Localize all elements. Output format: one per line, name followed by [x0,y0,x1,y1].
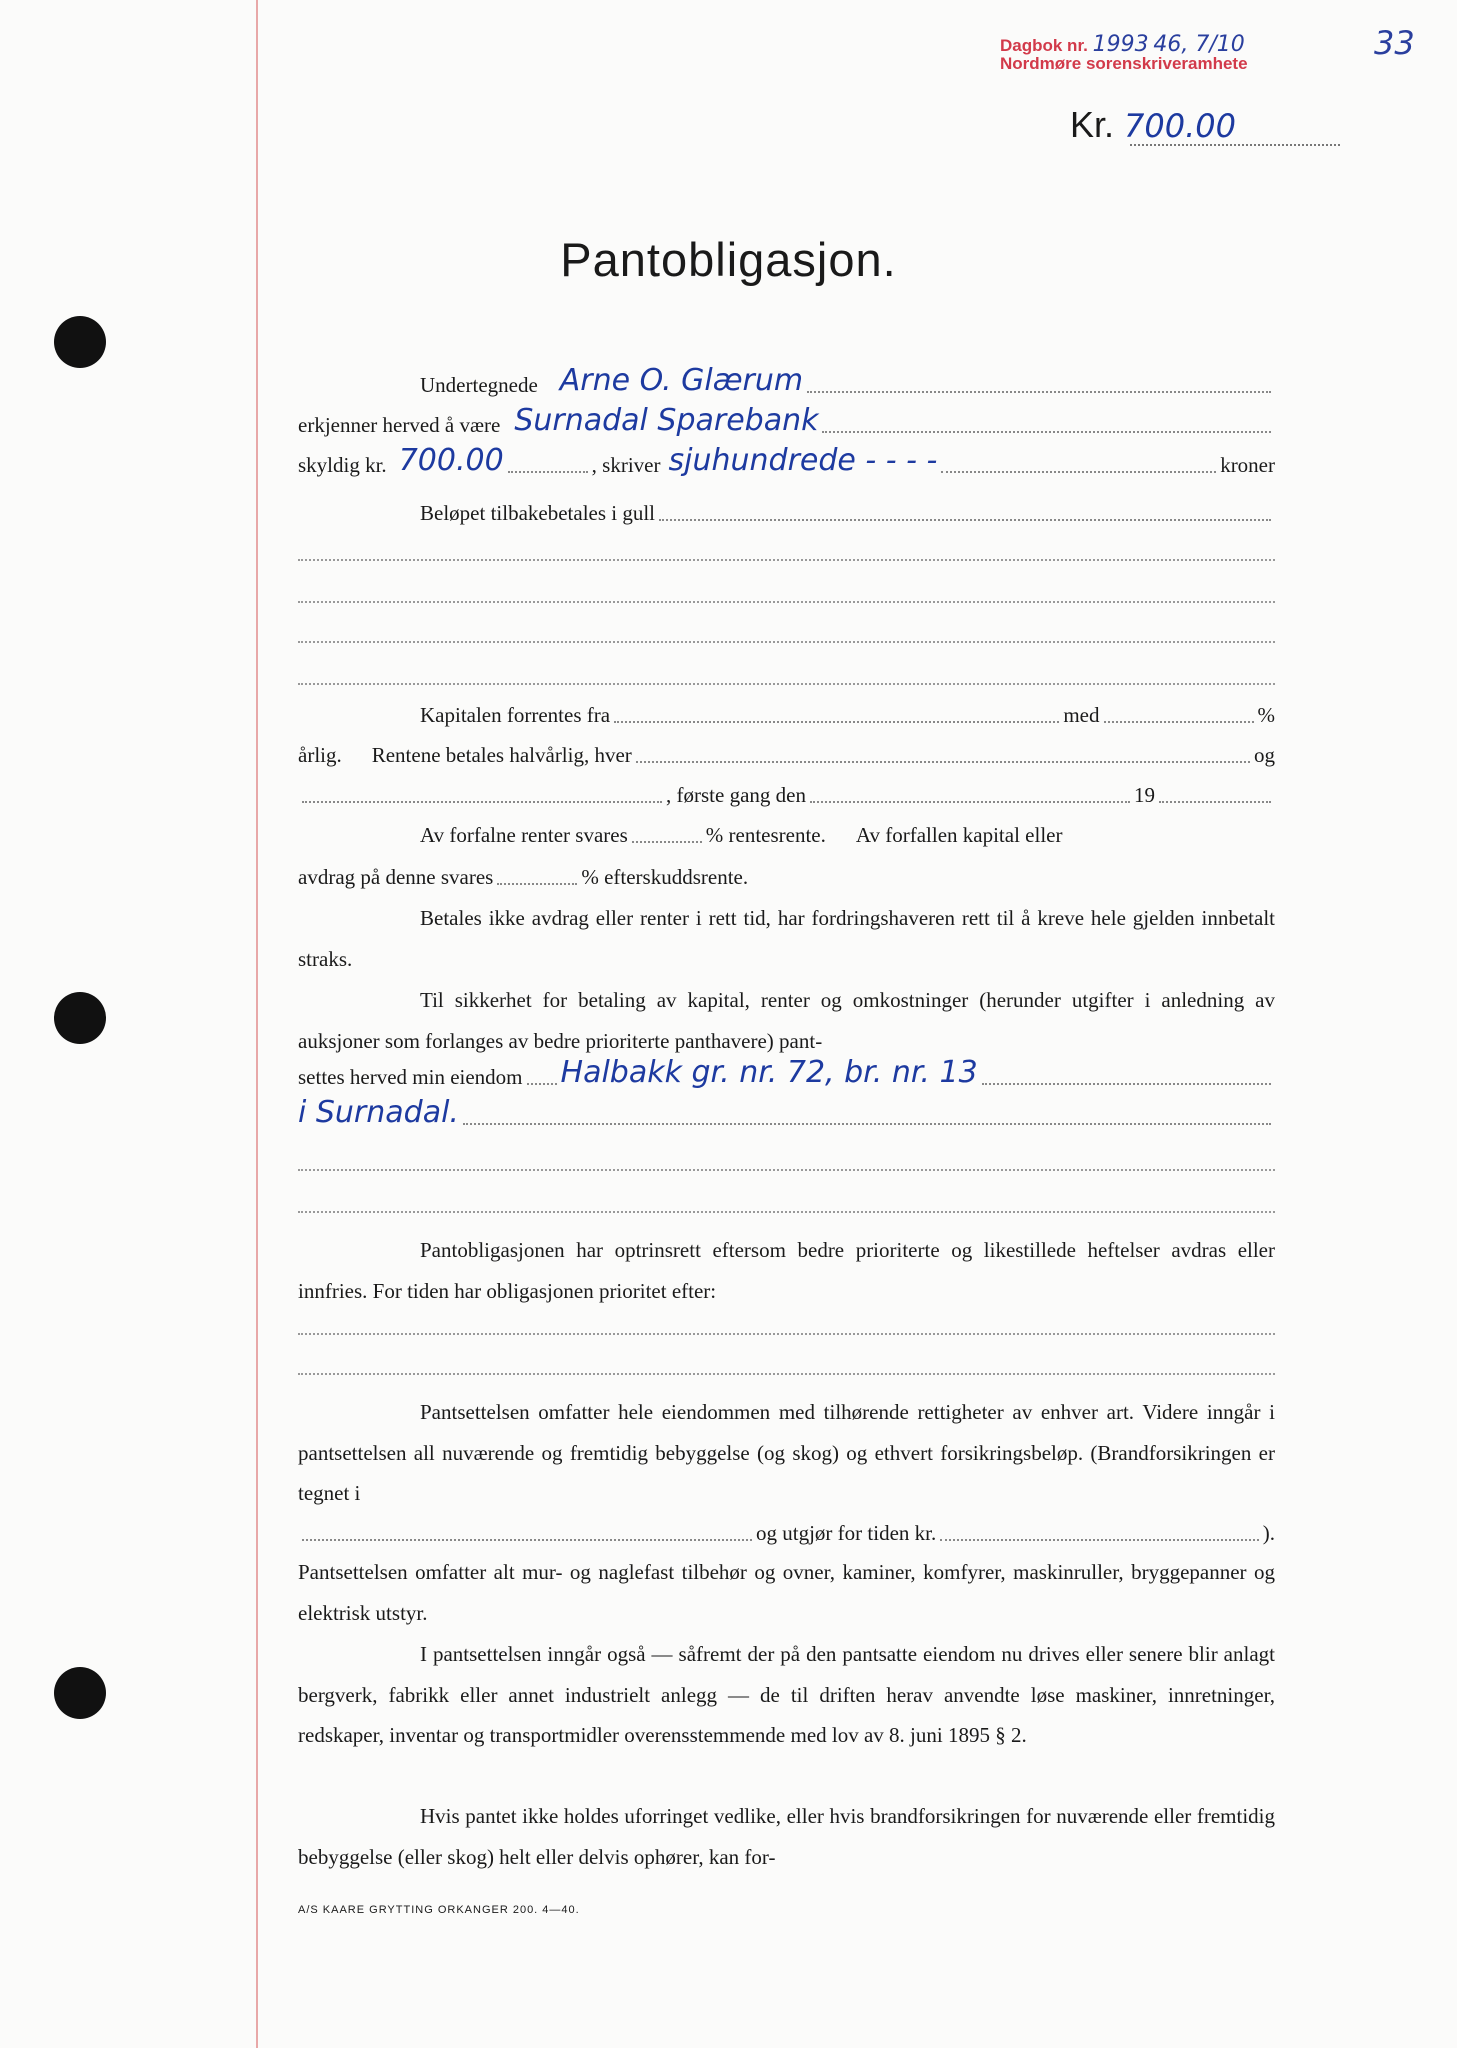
blank-line [298,1332,1275,1335]
margin-rule [256,0,258,2048]
stamp-entry-number: 1993 [1092,32,1149,57]
forfalne-row [420,822,1275,848]
printer-imprint: A/S KAARE GRYTTING ORKANGER 200. 4—40. [298,1904,580,1916]
paragraph-omfatter-text: Pantsettelsen omfatter hele eiendommen med tilhørende rettigheter av enhver art. Videre inngår i pantsettelsen all nuværende og fremtidig bebyggelse (og skog) og ethvert forsikringsbeløp. (Brandforsikringen er tegnet i [298,1400,1275,1506]
gull-label: Beløpet tilbakebetales i gull [420,501,656,525]
eiendom-value-2: i Surnadal. [298,1095,459,1130]
punch-hole-bottom [54,1667,106,1719]
blank-line [298,640,1275,643]
gull-row [420,500,1275,526]
stamp-year: 46 [1153,32,1182,57]
document-title: Pantobligasjon. [560,233,897,286]
paragraph-betales [298,898,1275,979]
forste-row [298,782,1275,808]
blank-line [298,558,1275,561]
eiendom-value-1: Halbakk gr. nr. 72, br. nr. 13 [560,1055,978,1090]
avdrag-a: avdrag på denne svares [298,865,494,889]
year-19: 19 [1133,783,1155,807]
header-amount-label: Kr. [1070,104,1115,145]
paragraph-omfatter [298,1392,1275,1514]
stamp-date: 7/10 [1195,32,1245,57]
percent-sign: % [1257,703,1275,727]
blank-line [298,682,1275,685]
undertegnede-label: Undertegnede [420,373,538,397]
paragraph-sikkerhet-text: Til sikkerhet for betaling av kapital, renter og omkostninger (herunder utgifter i anledning av auksjoner som forlanges av bedre prioriterte panthavere) pant- [298,988,1275,1053]
kroner-label: kroner [1220,453,1275,477]
blank-line [298,1210,1275,1213]
utgjor-a: og utgjør for tiden kr. [756,1521,937,1545]
forfalne-a: Av forfalne renter svares [420,823,628,847]
paragraph-betales-text: Betales ikke avdrag eller renter i rett tid, har fordringshaveren rett til å kreve hele gjelden innbetalt straks. [298,906,1275,971]
registry-stamp: Dagbok nr. 1993 46, 7/10 Nordmøre sorenskriveramhete [1000,32,1248,73]
stamp-office: Nordmøre sorenskriveramhete [1000,54,1248,73]
paragraph-sikkerhet [298,980,1275,1061]
rentene-row [298,742,1275,768]
skyldig-row [298,443,1275,478]
utgjor-row [298,1520,1275,1546]
undertegnede-row [420,363,1275,398]
eiendom-label: settes herved min eiendom [298,1065,523,1089]
paragraph-mur-text: Pantsettelsen omfatter alt mur- og naglefast tilbehør og ovner, kaminer, komfyrer, maskinruller, bryggepanner og elektrisk utstyr. [298,1560,1275,1625]
erkjenner-value: Surnadal Sparebank [514,403,819,438]
paragraph-optrinsrett-text: Pantobligasjonen har optrinsrett eftersom bedre prioriterte og likestillede heftelser avdras eller innfries. For tiden har obligasjonen prioritet efter: [298,1238,1275,1303]
kapital-label: Kapitalen forrentes fra [420,703,611,727]
utgjor-b: ). [1262,1521,1275,1545]
erkjenner-label: erkjenner herved å være [298,413,501,437]
skriver-value: sjuhundrede - - - - [668,443,938,478]
eiendom-row [298,1055,1275,1090]
med-label: med [1063,703,1100,727]
erkjenner-row [298,403,1275,438]
skyldig-label: skyldig kr. [298,453,387,477]
skyldig-value: 700.00 [398,443,504,478]
undertegnede-value: Arne O. Glærum [559,363,804,398]
arlig-label: årlig. [298,743,342,767]
punch-hole-middle [54,992,106,1044]
forfalne-b: % rentesrente. [705,823,826,847]
page-number: 33 [1374,24,1415,62]
blank-line [298,1372,1275,1375]
avdrag-b: % efterskuddsrente. [581,865,749,889]
blank-line [298,1168,1275,1171]
header-amount [1070,104,1236,146]
paragraph-industri-text: I pantsettelsen inngår også — såfremt der på den pantsatte eiendom nu drives eller senere blir anlagt bergverk, fabrikk eller annet industrielt anlegg — de til driften herav anvendte løse maskiner, innretninger, redskaper, inventar og transportmidler overensstemmende med lov av 8. juni 1895 § 2. [298,1642,1275,1748]
paragraph-industri [298,1634,1275,1756]
skriver-label: , skriver [591,453,661,477]
rentene-label: Rentene betales halvårlig, hver [371,743,632,767]
paragraph-mur [298,1552,1275,1633]
paragraph-vedlike-text: Hvis pantet ikke holdes uforringet vedlike, eller hvis brandforsikringen for nuværende eller fremtidig bebyggelse (eller skog) helt eller delvis ophører, kan for- [298,1804,1275,1869]
kapital-row [420,702,1275,728]
blank-line [298,600,1275,603]
stamp-label: Dagbok nr. [1000,36,1088,55]
forfalne-c: Av forfallen kapital eller [855,823,1063,847]
forste-label: , første gang den [666,783,806,807]
paragraph-optrinsrett [298,1230,1275,1311]
eiendom-row-2 [298,1095,1275,1130]
paragraph-vedlike [298,1796,1275,1877]
header-amount-value: 700.00 [1124,107,1236,145]
punch-hole-top [54,316,106,368]
avdrag-row [298,864,1275,890]
og-label: og [1254,743,1275,767]
